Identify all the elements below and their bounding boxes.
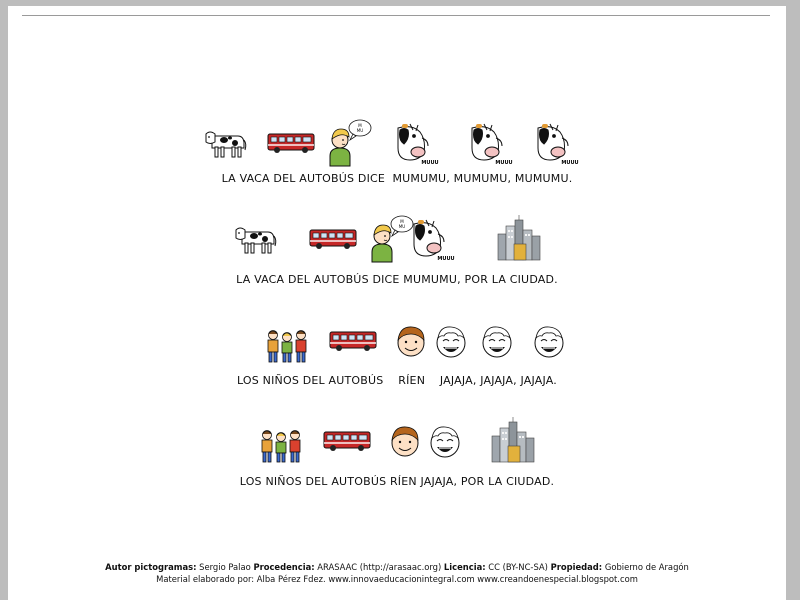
svg-text:MUUU: MUUU — [561, 160, 579, 166]
svg-text:MU: MU — [356, 128, 364, 133]
bus-icon — [266, 118, 316, 168]
children-icon — [256, 416, 306, 466]
svg-text:M: M — [358, 123, 362, 128]
bus-icon — [328, 316, 378, 366]
worksheet-page — [8, 6, 786, 600]
cow-moo-icon — [408, 214, 458, 264]
laughing-face-icon — [420, 416, 470, 466]
laughing-face-icon — [524, 316, 574, 366]
credits-line-2: Material elaborado por: Alba Pérez Fdez. www.innovaeducacionintegral.com www.creandoenespecial.blogspot.com — [156, 574, 638, 584]
sentence-text: LOS NIÑOS DEL AUTOBÚS RÍEN JAJAJA, JAJAJA, JAJAJA. — [236, 374, 557, 387]
children-icon — [262, 316, 312, 366]
laughing-face-icon — [426, 316, 476, 366]
svg-text:MUUU: MUUU — [495, 160, 513, 166]
credits-footer — [8, 561, 786, 585]
cow-icon — [202, 118, 252, 168]
svg-text:MU: MU — [398, 224, 406, 229]
bus-icon — [308, 214, 358, 264]
top-rule — [22, 15, 770, 16]
sentence-text: LOS NIÑOS DEL AUTOBÚS RÍEN JAJAJA, POR LA CIUDAD. — [239, 475, 555, 488]
cow-icon — [232, 214, 282, 264]
credits-line-1: Autor pictogramas: Sergio Palao Procedencia: ARASAAC (http://arasaac.org) Licencia: CC (BY-NC-SA) Propiedad: Gobierno de Aragón — [105, 562, 689, 572]
svg-text:MUUU: MUUU — [437, 256, 455, 262]
sentence-text: LA VACA DEL AUTOBÚS DICE MUMUMU, POR LA CIUDAD. — [236, 273, 558, 286]
svg-text:M: M — [400, 219, 404, 224]
sentence-text: LA VACA DEL AUTOBÚS DICE MUMUMU, MUMUMU, MUMUMU. — [221, 172, 573, 185]
cow-moo-icon — [532, 118, 582, 168]
cow-moo-icon — [392, 118, 442, 168]
city-icon — [494, 214, 544, 264]
cow-moo-icon — [466, 118, 516, 168]
city-icon — [488, 416, 538, 466]
svg-text:MUUU: MUUU — [421, 160, 439, 166]
bus-icon — [322, 416, 372, 466]
laughing-face-icon — [472, 316, 522, 366]
boy-speaking-icon — [324, 118, 374, 168]
